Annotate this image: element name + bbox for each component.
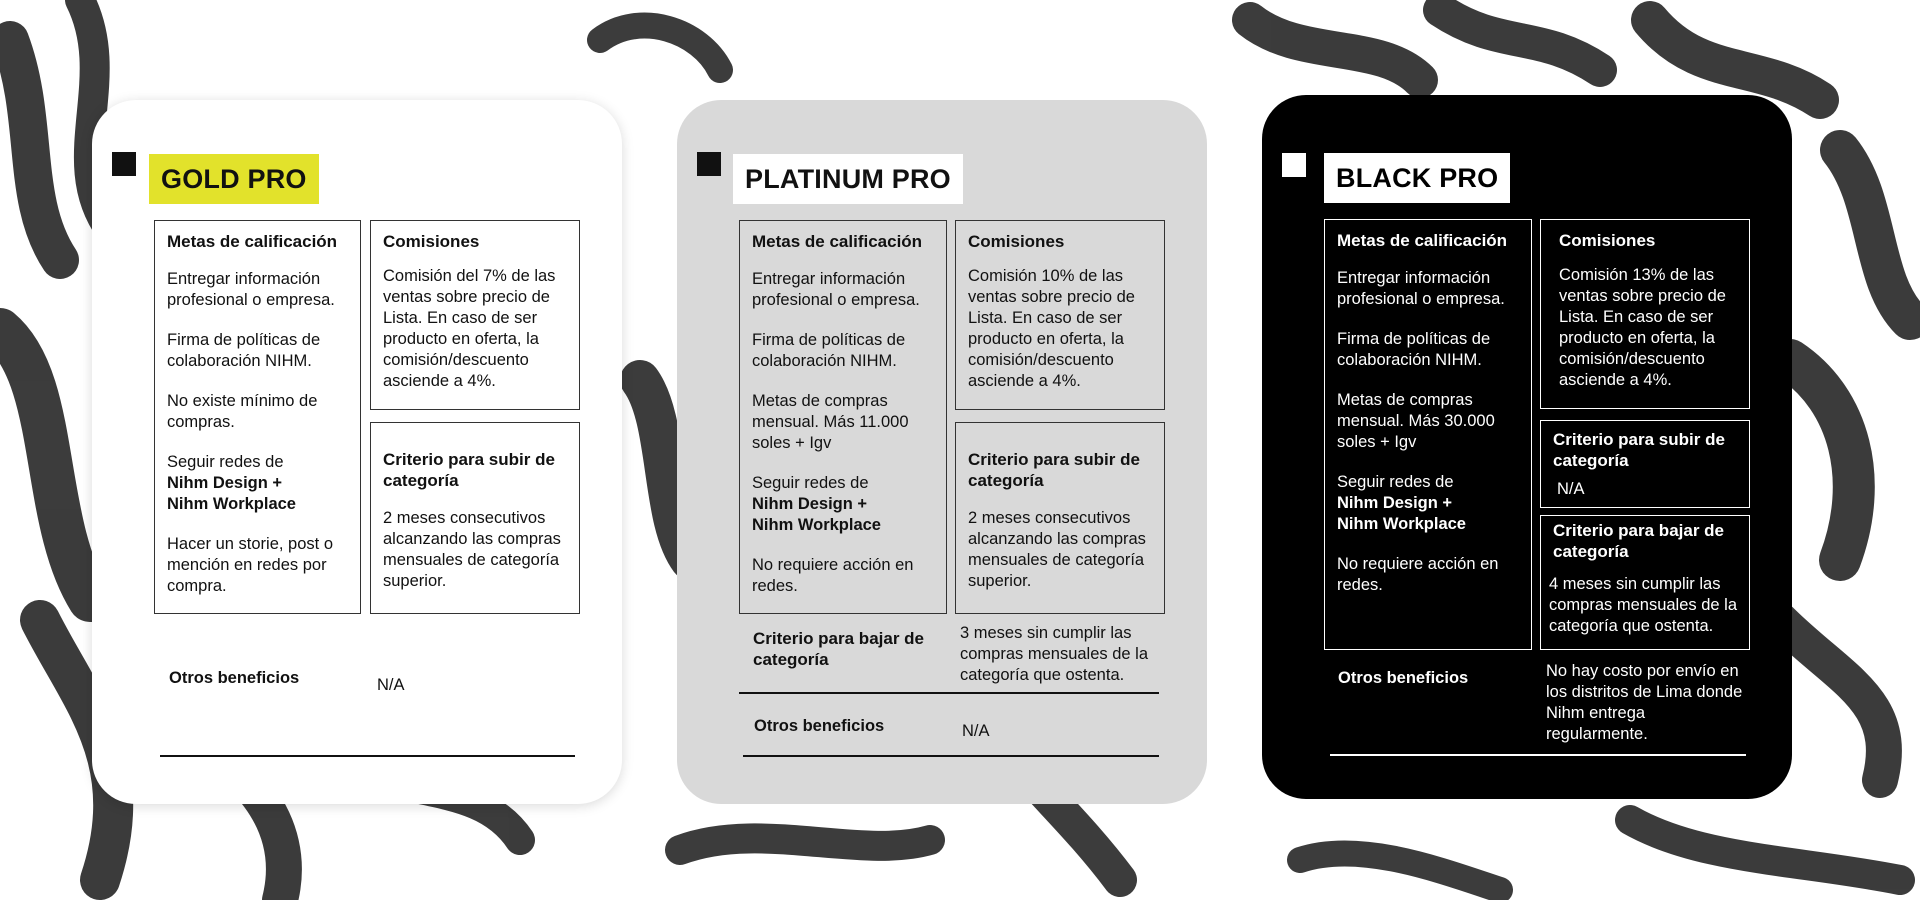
otros-label: Otros beneficios xyxy=(1338,669,1469,687)
metas-item: Firma de políticas de colaboración NIHM. xyxy=(1337,330,1491,369)
metas-heading: Metas de calificación xyxy=(1337,231,1508,250)
metas-item: Entregar información profesional o empresa. xyxy=(167,270,335,309)
comisiones-box xyxy=(370,220,580,410)
card-title: GOLD PRO xyxy=(149,154,319,204)
black-pro-card xyxy=(1262,95,1792,799)
metas-item-social: Seguir redes de Nihm Design + Nihm Workplace xyxy=(167,453,296,513)
bajar-heading: Criterio para bajar de categoría xyxy=(1553,521,1725,561)
metas-item: Firma de políticas de colaboración NIHM. xyxy=(752,331,906,370)
metas-item: No existe mínimo de compras. xyxy=(167,392,318,431)
subir-text: 2 meses consecutivos alcanzando las compras mensuales de categoría superior. xyxy=(383,509,561,590)
comisiones-text: Comisión 13% de las ventas sobre precio de Lista. En caso de ser producto en oferta, la comisión/descuento asciende a 4%. xyxy=(1559,266,1726,389)
divider xyxy=(160,755,575,757)
comisiones-heading: Comisiones xyxy=(1559,231,1656,250)
metas-box xyxy=(1324,219,1532,650)
otros-label: Otros beneficios xyxy=(169,669,300,687)
bajar-heading: Criterio para bajar de categoría xyxy=(753,629,925,669)
bajar-box xyxy=(1540,515,1750,650)
otros-value: N/A xyxy=(962,722,990,740)
otros-value: N/A xyxy=(377,676,405,694)
subir-box xyxy=(955,422,1165,614)
subir-heading: Criterio para subir de categoría xyxy=(383,450,555,490)
platinum-pro-card xyxy=(677,100,1207,804)
metas-item: Entregar información profesional o empresa. xyxy=(1337,269,1505,308)
comisiones-text: Comisión 10% de las ventas sobre precio de Lista. En caso de ser producto en oferta, la comisión/descuento asciende a 4%. xyxy=(968,267,1135,390)
card-title: BLACK PRO xyxy=(1324,153,1510,203)
metas-item: Metas de compras mensual. Más 30.000 soles + Igv xyxy=(1337,391,1495,451)
metas-item-social: Seguir redes de Nihm Design + Nihm Workplace xyxy=(752,474,881,534)
divider xyxy=(1330,754,1746,756)
metas-heading: Metas de calificación xyxy=(752,232,923,251)
subir-heading: Criterio para subir de categoría xyxy=(1553,430,1725,470)
metas-box xyxy=(739,220,947,614)
comisiones-text: Comisión del 7% de las ventas sobre precio de Lista. En caso de ser producto en oferta, la comisión/descuento asciende a 4%. xyxy=(383,267,556,390)
metas-item-social: Seguir redes de Nihm Design + Nihm Workplace xyxy=(1337,473,1466,533)
metas-item: No requiere acción en redes. xyxy=(752,556,914,595)
otros-label: Otros beneficios xyxy=(754,717,885,735)
card-title: PLATINUM PRO xyxy=(733,154,963,204)
square-icon xyxy=(697,152,721,176)
divider xyxy=(739,692,1159,694)
subir-heading: Criterio para subir de categoría xyxy=(968,450,1140,490)
divider xyxy=(743,755,1159,757)
comisiones-box xyxy=(1540,219,1750,409)
comisiones-heading: Comisiones xyxy=(383,232,480,251)
metas-item: No requiere acción en redes. xyxy=(1337,555,1499,594)
metas-box xyxy=(154,220,361,614)
metas-item: Hacer un storie, post o mención en redes por compra. xyxy=(167,535,333,595)
metas-item: Firma de políticas de colaboración NIHM. xyxy=(167,331,321,370)
comisiones-box xyxy=(955,220,1165,410)
square-icon xyxy=(112,152,136,176)
bajar-text: 3 meses sin cumplir las compras mensuales de la categoría que ostenta. xyxy=(960,624,1149,684)
metas-heading: Metas de calificación xyxy=(167,232,338,251)
subir-box xyxy=(1540,420,1750,508)
square-icon xyxy=(1282,153,1306,177)
comisiones-heading: Comisiones xyxy=(968,232,1065,251)
metas-item: Metas de compras mensual. Más 11.000 soles + Igv xyxy=(752,392,909,452)
subir-box xyxy=(370,422,580,614)
subir-text: 2 meses consecutivos alcanzando las compras mensuales de categoría superior. xyxy=(968,509,1146,590)
metas-item: Entregar información profesional o empresa. xyxy=(752,270,920,309)
bajar-text: 4 meses sin cumplir las compras mensuales de la categoría que ostenta. xyxy=(1549,575,1738,635)
otros-value: No hay costo por envío en los distritos de Lima donde Nihm entrega regularmente. xyxy=(1546,662,1743,743)
subir-text: N/A xyxy=(1557,480,1585,498)
gold-pro-card xyxy=(92,100,622,804)
